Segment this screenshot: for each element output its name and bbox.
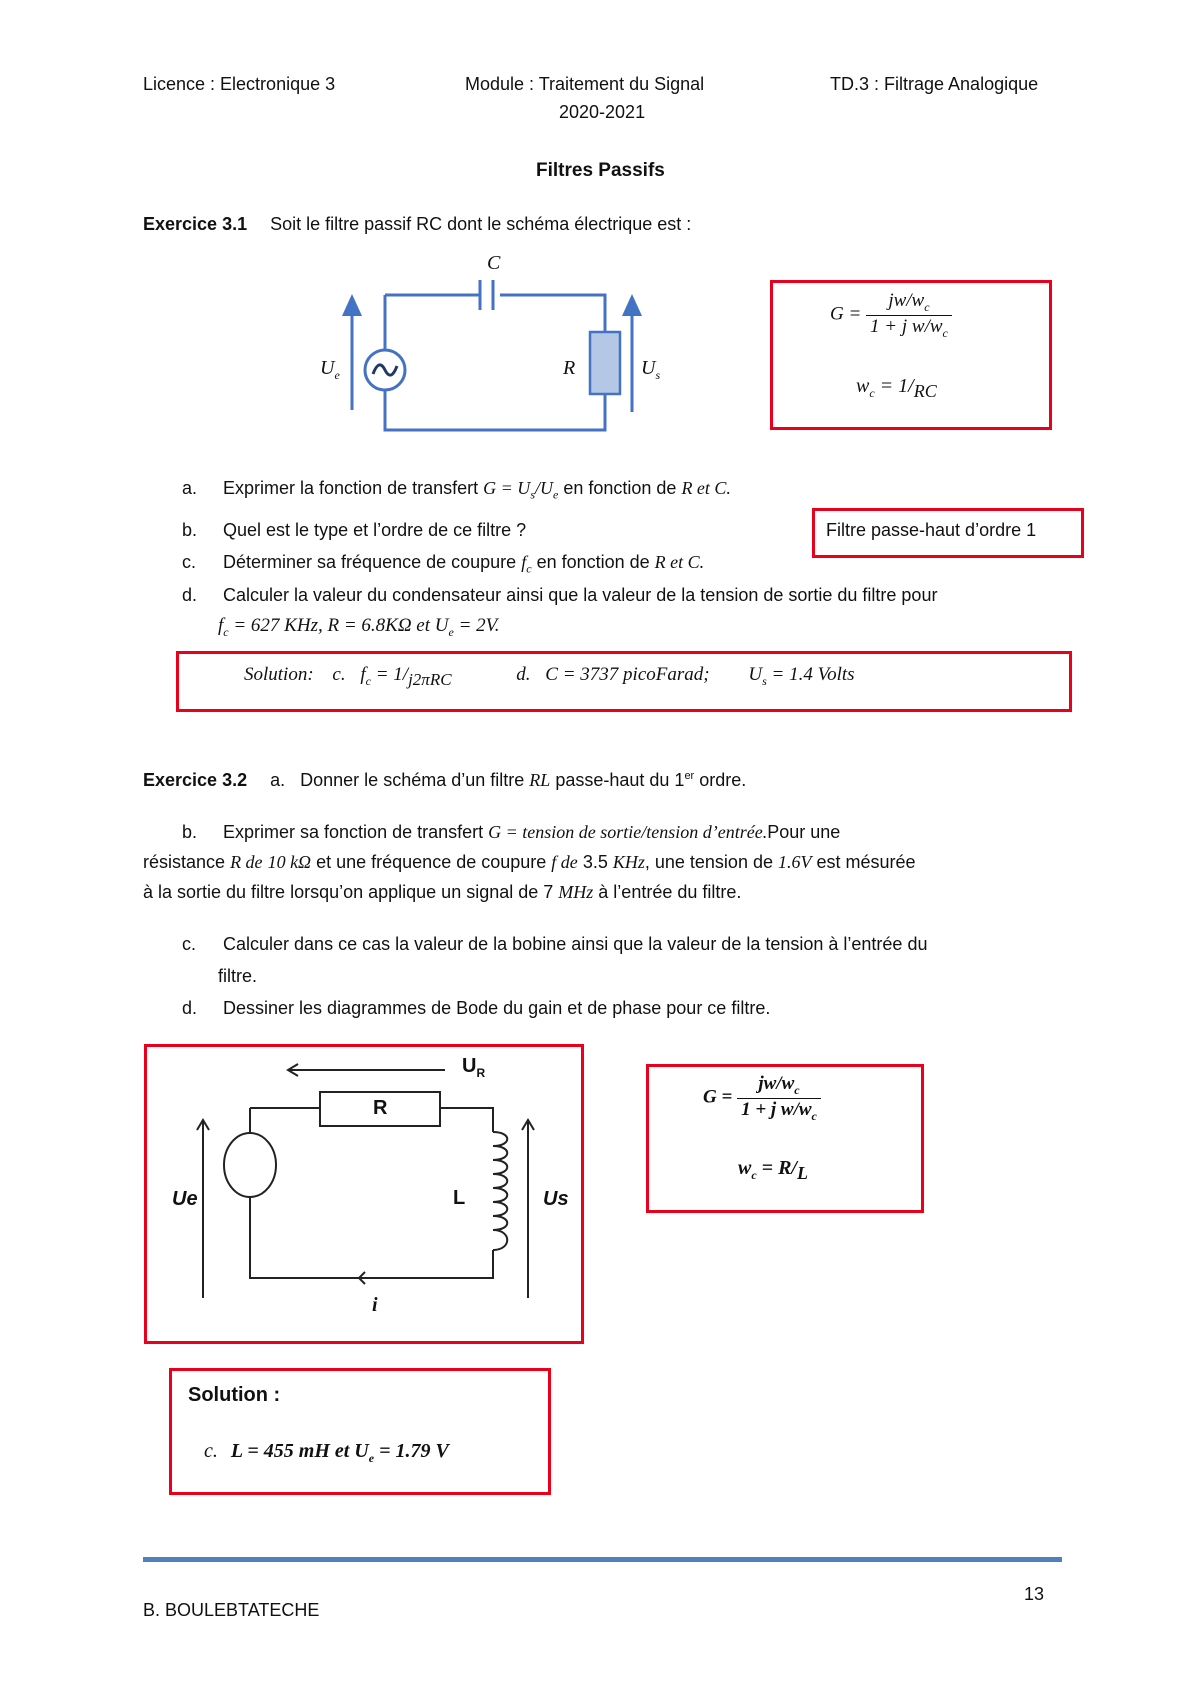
ex1-intro-line (143, 214, 691, 235)
ex1-transfer-formula: G = $\frac{jw/w_c}{1 + j w/w_c}$ (830, 290, 952, 341)
cap-label: C (487, 252, 501, 274)
l-label: L (453, 1187, 466, 1209)
inductor-coil-icon (493, 1132, 507, 1250)
r-label-rl: R (373, 1097, 388, 1119)
section-title: Filtres Passifs (536, 160, 665, 181)
ex1-label: Exercice 3.1 (143, 214, 248, 234)
ex2-cutoff-formula: $w_c = R/_L$ (738, 1157, 808, 1183)
ex2-solution-label: Solution : (188, 1384, 281, 1406)
ac-source-rl-icon (224, 1133, 276, 1197)
footer-author: B. BOULEBTATECHE (143, 1600, 320, 1620)
header-year: 2020-2021 (559, 102, 646, 122)
ex1-question-d: d. Calculer la valeur du condensateur ainsi que la valeur de la tension de sortie du filtre pour (182, 585, 938, 605)
ex1-cutoff-formula: $w_c = 1/_{RC}$ (856, 375, 937, 401)
resistor-r (590, 332, 620, 394)
res-label: R (563, 357, 576, 379)
ex2-question-b-line2: résistance R de 10 kΩ et une fréquence de coupure f de 3.5 KHz, une tension de 1.6V est mésurée (143, 852, 916, 872)
ex2-transfer-formula: G = $\frac{jw/w_c}{1 + j w/w_c}$ (703, 1073, 821, 1124)
ex2-solution-value: c. L = 455 mH et $U_e = 1.79$ V (204, 1440, 449, 1465)
ue-label: $U_e$ (320, 357, 340, 382)
ex1-solution: Solution: c. $f_c = 1/_{j2\pi RC}$ d. C = 3737 picoFarad; $U_s = 1.4$ Volts (244, 664, 855, 689)
i-label: i (372, 1294, 378, 1316)
ex2-line-a: Exercice 3.2 a. Donner le schéma d’un filtre RL passe-haut du 1er ordre. (143, 770, 747, 790)
ex2-question-c-line2: filtre. (218, 966, 258, 986)
ex2-question-c: c. Calculer dans ce cas la valeur de la bobine ainsi que la valeur de la tension à l’entrée du (182, 934, 928, 954)
ex1-question-d-values: $f_c = 627$ KHz, R = 6.8KΩ et $U_e = 2V$. (218, 615, 500, 639)
header-center: Module : Traitement du Signal (465, 74, 705, 94)
ex1-question-c: c. Déterminer sa fréquence de coupure $f_c$ en fonction de R et C. (182, 552, 705, 576)
footer-page-number: 13 (1024, 1584, 1045, 1604)
ex2-question-b-line3: à la sortie du filtre lorsqu’on applique un signal de 7 MHz à l’entrée du filtre. (143, 882, 742, 902)
ur-label: $U_R$ (462, 1055, 486, 1080)
footer-divider (143, 1557, 1062, 1562)
ex2-question-b-line1: b. Exprimer sa fonction de transfert G = tension de sortie/tension d’entrée.Pour une (182, 822, 841, 842)
ex1-question-b: b. Quel est le type et l’ordre de ce filtre ? (182, 520, 527, 540)
rl-circuit-diagram (150, 1050, 580, 1340)
ex1-answer-b: Filtre passe-haut d’ordre 1 (826, 520, 1037, 540)
rc-circuit-diagram (300, 250, 680, 450)
ex1-question-a: a. Exprimer la fonction de transfert $G = U_s/U_e$ en fonction de R et C. (182, 478, 731, 502)
ex1-intro: Soit le filtre passif RC dont le schéma électrique est : (270, 214, 692, 234)
ex2-question-d: d. Dessiner les diagrammes de Bode du gain et de phase pour ce filtre. (182, 998, 771, 1018)
us-label-rl: Us (543, 1188, 569, 1210)
ue-label-rl: Ue (172, 1188, 198, 1210)
header-left: Licence : Electronique 3 (143, 74, 336, 94)
us-label: $U_s$ (641, 357, 661, 382)
header-right: TD.3 : Filtrage Analogique (830, 74, 1039, 94)
